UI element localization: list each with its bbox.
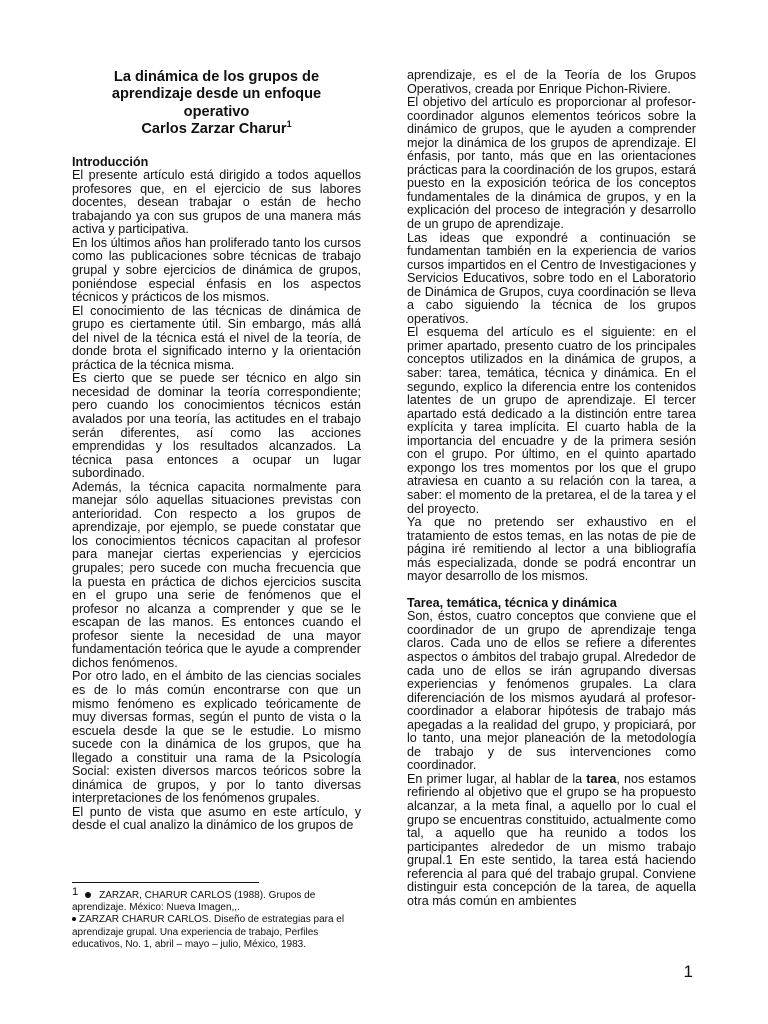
author-line [72, 121, 361, 138]
bold-term-tarea: tarea [586, 771, 617, 786]
bullet-icon [85, 892, 91, 898]
paragraph-text: , nos estamos refiriendo al objetivo que el grupo se ha propuesto alcanzar, a la meta final, a aquello por lo cual el grupo se encuentras constituido, actualmente como tal, a aquello que ha reunido a todos los participantes alrededor de un mismo trabajo grupal.1 En este sentido, la tarea está haciendo referencia al para qué del trabajo grupal. Conviene distinguir esta concepción de la tarea, de aquella otra más común en ambientes [407, 771, 696, 908]
footnote-text: ZARZAR CHARUR CARLOS. Diseño de estrategias para el [79, 914, 345, 926]
paragraph-text: En primer lugar, al hablar de la [407, 771, 587, 786]
body-paragraph [407, 773, 696, 908]
body-paragraph: Son, éstos, cuatro conceptos que conviene que el coordinador de un grupo de aprendizaje tenga claros. Cada uno de ellos se refiere a diferentes aspectos o ámbitos del trabajo grupal. Alrededor de cada uno de ellos se irán agrupando diversas experiencias y fenómenos grupales. La clara diferenciación de los mismos ayudará al profesor-coordinador a elaborar hipótesis de trabajo más apegadas a la realidad del grupo, y propiciará, por lo tanto, una mejor planeación de la metodología de trabajo y de sus intervenciones como coordinador. [407, 609, 696, 773]
footnote-text: ZARZAR, CHARUR CARLOS (1988). Grupos de [99, 890, 316, 901]
body-paragraph: aprendizaje, es el de la Teoría de los Grupos Operativos, creada por Enrique Pichon-Riviere. [407, 68, 696, 96]
bullet-icon [72, 917, 76, 921]
intro-heading: Introducción [72, 154, 149, 169]
footnote-ref-2 [72, 914, 361, 926]
intro-paragraph: En los últimos años han proliferado tanto los cursos como las publicaciones sobre técnicas de trabajo grupal y sobre ejercicios de dinámica de grupos, poniéndose especial énfasis en los aspectos técnicos y prácticos de los mismos. [72, 235, 361, 305]
body-paragraph: Ya que no pretendo ser exhaustivo en el tratamiento de estos temas, en las notas de pie de página iré remitiendo al lector a una bibliografía más especializada, donde se podrá encontrar un mayor desarrollo de los mismos. [407, 515, 696, 584]
right-column [407, 69, 696, 908]
footnotes [72, 882, 361, 951]
intro-paragraph: El presente artículo está dirigido a todos aquellos profesores que, en el ejercicio de sus labores docentes, desean trabajar o están de hecho trabajando ya con sus grupos de una manera más activa y participativa. [72, 168, 361, 237]
intro-paragraph: Es cierto que se puede ser técnico en algo sin necesidad de dominar la teoría correspondiente; pero cuando los conocimientos técnicos están avalados por una teoría, las actitudes en el trabajo serán diferentes, así como las acciones emprendidas y los resultados alcanzados. La técnica pasa entonces a ocupar un lugar subordinado. [72, 371, 361, 481]
body-paragraph: Las ideas que expondré a continuación se fundamentan también en la experiencia de varios cursos impartidos en el Centro de Investigaciones y Servicios Educativos, sobre todo en el Laboratorio de Dinámica de Grupos, cuya coordinación se lleva a cabo siguiendo la técnica de los grupos operativos. [407, 230, 696, 326]
author-footnote-marker: 1 [286, 119, 292, 130]
section-heading: Tarea, temática, técnica y dinámica [407, 595, 617, 610]
footnote-text: aprendizaje grupal. Una experiencia de trabajo, Perfiles [72, 926, 319, 938]
left-column [72, 69, 361, 833]
section-spacer [407, 584, 696, 597]
intro-paragraph: El conocimiento de las técnicas de dinámica de grupo es ciertamente útil. Sin embargo, más allá del nivel de la técnica está el nivel de la teoría, de donde brota el significado interno y la orientación práctica de la técnica misma. [72, 303, 361, 372]
page-number: 1 [683, 962, 693, 981]
footnote-number: 1 [72, 886, 79, 898]
body-paragraph: El objetivo del artículo es proporcionar al profesor-coordinador algunos elementos teóricos sobre la dinámico de grupos, que le ayuden a comprender mejor la dinámica de los grupos de aprendizaje. El énfasis, por tanto, más que en las orientaciones prácticas para la coordinación de los grupos, estará puesto en la exposición teórica de los conceptos fundamentales de la dinámica de grupos, y en la explicación del proceso de integración y desarrollo de un grupo de aprendizaje. [407, 95, 696, 232]
title-line-1: La dinámica de los grupos de [113, 69, 320, 85]
footnote-text: aprendizaje. México: Nueva Imagen,,. [72, 902, 240, 914]
footnote-text: educativos, No. 1, abril – mayo – julio, México, 1983. [72, 938, 307, 950]
intro-paragraph: El punto de vista que asumo en este artículo, y desde el cual analizo la dinámico de los grupos de [72, 804, 361, 833]
footnote-divider [72, 882, 259, 883]
intro-paragraph: Además, la técnica capacita normalmente para manejar sólo aquellas situaciones previstas con anterioridad. Con respecto a los grupos de aprendizaje, por ejemplo, se puede constatar que los conocimientos técnicos capacitan al profesor para manejar ciertas experiencias y ejercicios grupales; pero sucede con mucha frecuencia que la puesta en práctica de dichos ejercicios suscita en el grupo una serie de fenómenos que el profesor no alcanza a comprender y que se le escapan de las manos. Es entonces cuando el profesor siente la necesidad de una mayor fundamentación teórica que le ayude a comprender dichos fenómenos. [72, 479, 361, 670]
title-line-3: operativo [183, 103, 250, 120]
body-paragraph: El esquema del artículo es el siguiente: en el primer apartado, presento cuatro de los principales conceptos utilizados en la dinámica de grupos, a saber: tarea, temática, técnica y dinámica. En el segundo, explico la diferencia entre los contenidos latentes de un grupo de aprendizaje. El tercer apartado está dedicado a la distinción entre tarea explícita y tarea implícita. El cuarto habla de la importancia del encuadre y de la primera sesión con el grupo. Por último, en el quinto apartado expongo los tres momentos por los que el grupo atraviesa en cuanto a su relación con la tarea, a saber: el momento de la pretarea, el de la tarea y el del proyecto. [407, 325, 696, 516]
intro-paragraph: Por otro lado, en el ámbito de las ciencias sociales es de lo más común encontrarse con que un mismo fenómeno es explicado teóricamente de muy diversas formas, según el punto de vista o la escuela desde la que se le estudie. Lo mismo sucede con la dinámica de los grupos, que ha llegado a constituir una rama de la Psicología Social: existen diversos marcos teóricos sobre la dinámica de grupos, y por lo tanto diversas interpretaciones de los fenómenos grupales. [72, 669, 361, 806]
footnote-ref-1 [72, 886, 361, 902]
title-line-2: aprendizaje desde un enfoque [111, 86, 322, 103]
article-title [72, 69, 361, 139]
author-name: Carlos Zarzar Charur [141, 121, 287, 138]
